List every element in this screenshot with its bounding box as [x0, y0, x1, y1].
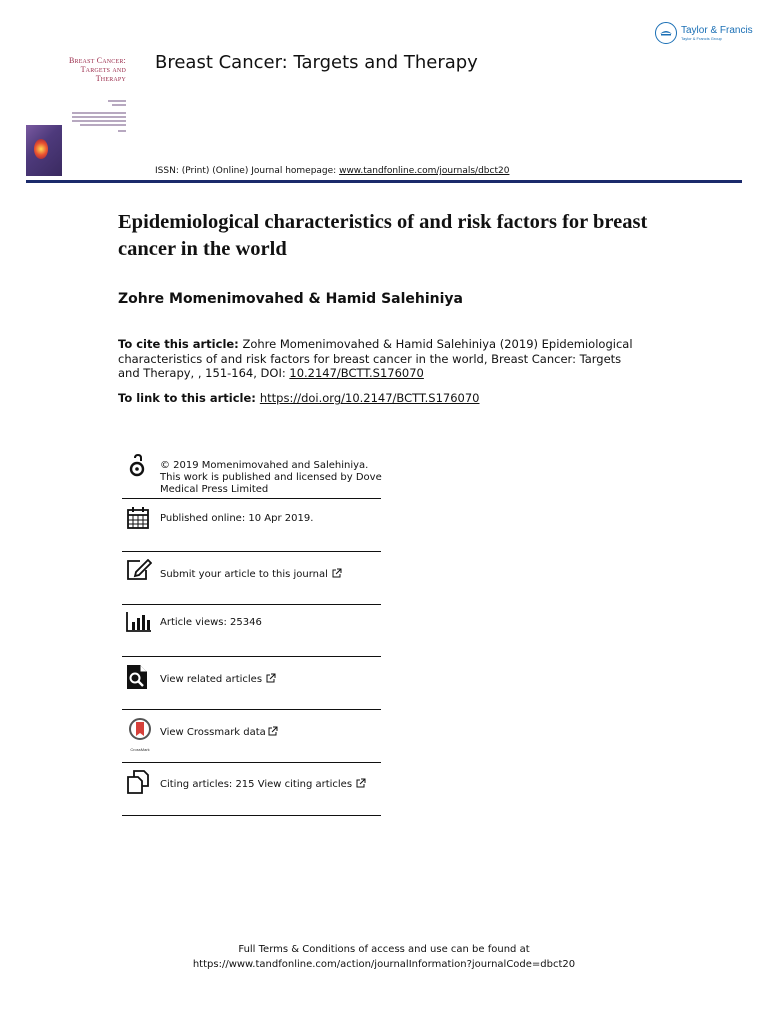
bar-chart-icon: [126, 611, 152, 637]
publisher-subname: Taylor & Francis Group: [681, 35, 722, 41]
issn-text: ISSN: (Print) (Online) Journal homepage:: [155, 166, 340, 176]
crossmark-label[interactable]: View Crossmark data: [160, 727, 266, 738]
open-access-icon: [126, 454, 152, 480]
publisher-logo[interactable]: [655, 22, 753, 44]
doi-link[interactable]: 10.2147/BCTT.S176070: [289, 366, 424, 380]
journal-homepage-link[interactable]: www.tandfonline.com/journals/dbct20: [339, 166, 510, 176]
cite-label: To cite this article:: [118, 337, 239, 351]
crossmark-link[interactable]: [160, 726, 278, 740]
submit-label[interactable]: Submit your article to this journal: [160, 569, 328, 580]
external-link-icon: [332, 568, 342, 582]
submit-article-link[interactable]: [160, 568, 342, 582]
footer-terms-url[interactable]: https://www.tandfonline.com/action/journalInformation?journalCode=dbct20: [192, 959, 576, 970]
related-label[interactable]: View related articles: [160, 674, 263, 685]
cover-title-line: Targets and: [80, 65, 126, 74]
external-link-icon: [268, 726, 278, 740]
article-authors: Zohre Momenimovahed & Hamid Salehiniya: [118, 291, 464, 307]
article-views: Article views: 25346: [160, 617, 262, 628]
citing-articles-link[interactable]: [160, 778, 366, 792]
crossmark-row[interactable]: [122, 709, 381, 763]
search-document-icon: [126, 664, 152, 690]
cite-text: Zohre Momenimovahed & Hamid Salehiniya (2019) Epidemiological characteristics of and risk factors for breast cancer in the world, Breast Cancer: Targets and Therapy, , 151-164, DOI:: [118, 337, 633, 380]
calendar-icon: [126, 506, 152, 532]
cover-title: [40, 56, 126, 83]
citing-label[interactable]: Citing articles: 215 View citing articles: [160, 779, 353, 790]
cover-title-line: Therapy: [95, 74, 126, 83]
journal-title[interactable]: Breast Cancer: Targets and Therapy: [155, 52, 478, 73]
crossmark-icon: [126, 718, 154, 752]
citing-icon: [126, 770, 152, 796]
citing-row[interactable]: [122, 762, 381, 816]
published-date: Published online: 10 Apr 2019.: [160, 513, 314, 524]
footer-line-1: Full Terms & Conditions of access and use can be found at: [238, 944, 530, 955]
related-articles-link[interactable]: [160, 673, 276, 687]
license-text: © 2019 Momenimovahed and Salehiniya. This work is published and licensed by Dove Medical Press Limited: [160, 460, 382, 495]
external-link-icon: [356, 778, 366, 792]
published-row: [122, 498, 381, 552]
article-title: Epidemiological characteristics of and risk factors for breast cancer in the world: [118, 211, 648, 260]
cover-text-lines: [70, 98, 126, 132]
citation-block: [118, 337, 638, 381]
submit-row[interactable]: [122, 551, 381, 605]
edit-icon: [126, 559, 152, 585]
article-link-line: [118, 391, 480, 405]
license-row: [122, 452, 381, 499]
issn-line: [155, 166, 509, 176]
header-divider: [26, 180, 742, 183]
cover-title-line: Breast Cancer:: [68, 56, 126, 65]
article-doi-url[interactable]: https://doi.org/10.2147/BCTT.S176070: [259, 391, 480, 405]
footer: [0, 942, 768, 972]
taylor-francis-icon: [655, 22, 677, 44]
publisher-name: Taylor & Francis: [681, 24, 753, 36]
external-link-icon: [266, 673, 276, 687]
related-row[interactable]: [122, 656, 381, 710]
cover-image: [26, 125, 62, 176]
crossmark-logo-text: CrossMark: [130, 747, 150, 752]
link-label: To link to this article:: [118, 391, 260, 405]
views-row: [122, 604, 381, 657]
